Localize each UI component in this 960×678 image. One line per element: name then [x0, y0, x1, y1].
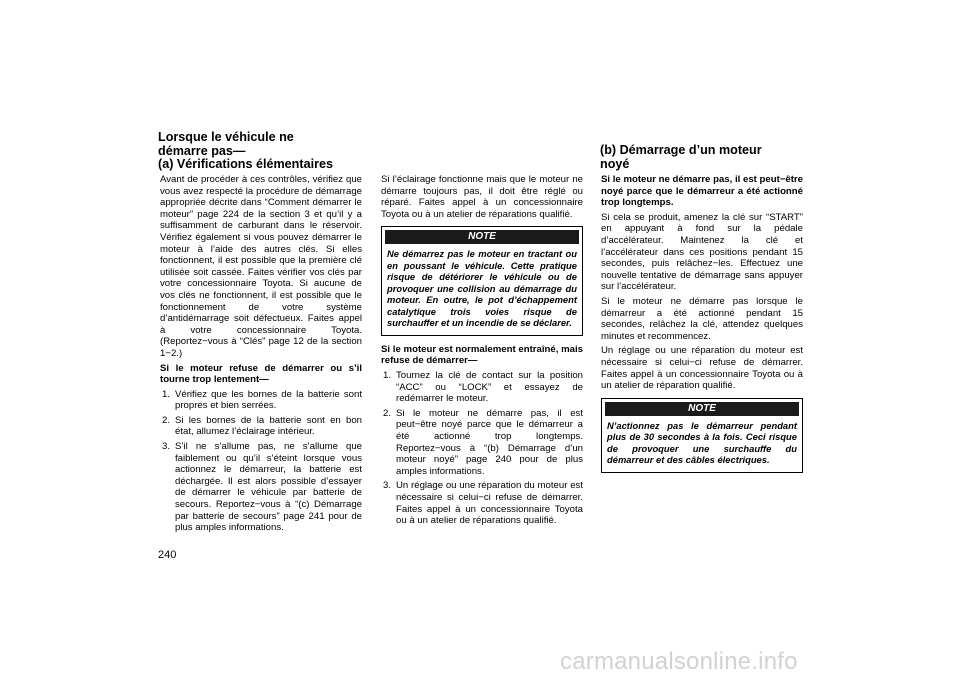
step-number: 2. — [383, 407, 392, 419]
list-item — [381, 370, 583, 405]
list-item — [160, 389, 362, 412]
note-text: N’actionnez pas le démarreur pendant plus de 30 secondes à la fois. Ceci risque de provoquer une surchauffe du démarreur et des câbles électriques. — [607, 419, 797, 466]
list-item — [381, 480, 583, 526]
note-title: NOTE — [385, 230, 579, 244]
note-text: Ne démarrez pas le moteur en tractant ou en poussant le véhicule. Cette pratique risque de détériorer le véhicule ou de provoquer une collision au démarrage du moteur. En outre, le pot d’échappement catalytique trois voies risque de surchauffer et un incendie de se déclarer. — [387, 248, 577, 329]
steps-list — [160, 389, 362, 534]
intro-paragraph: Si l’éclairage fonctionne mais que le moteur ne démarre toujours pas, il doit être réglé ou réparé. Faites appel à un concessionnaire Toyota ou à un atelier de réparations qualifié. — [381, 174, 583, 220]
paragraph: Si cela se produit, amenez la clé sur “START” en appuyant à fond sur la pédale d’accélérateur. Maintenez la clé et l’accélérateur dans ces positions pendant 15 secondes, puis relâchez−les. Effectuez une nouvelle tentative de démarrage sans appuyer sur l’accélérateur. — [601, 211, 803, 293]
page-number: 240 — [158, 549, 177, 561]
heading-line: noyé — [600, 156, 630, 171]
left-column — [160, 174, 362, 537]
list-item — [160, 415, 362, 438]
list-item — [160, 441, 362, 534]
heading-line: (a) Vérifications élémentaires — [158, 157, 333, 171]
step-number: 2. — [162, 414, 171, 426]
heading-line: Lorsque le véhicule ne — [158, 130, 294, 144]
list-item — [381, 408, 583, 478]
step-number: 1. — [162, 388, 171, 400]
paragraph: Si le moteur ne démarre pas lorsque le démarreur a été actionné pendant 15 secondes, relâchez la clé, attendez quelques minutes et recommencez. — [601, 295, 803, 342]
step-text: Tournez la clé de contact sur la position “ACC” ou “LOCK” et essayez de redémarrer le moteur. — [396, 370, 583, 405]
paragraph: Un réglage ou une réparation du moteur est nécessaire si celui−ci refuse de démarrer. Faites appel à un concessionnaire Toyota ou à un atelier de réparation qualifié. — [601, 345, 803, 392]
step-number: 3. — [383, 480, 392, 492]
step-text: Si le moteur ne démarre pas, il est peut−être noyé parce que le démarreur a été actionné trop longtemps. Reportez−vous à “(b) Démarrage d’un moteur noyé” page 240 pour de plus amples informations. — [396, 407, 583, 477]
heading-line: démarre pas— — [158, 143, 246, 158]
right-column — [601, 174, 803, 481]
note-box — [601, 398, 803, 473]
step-number: 3. — [162, 441, 171, 453]
steps-list — [381, 370, 583, 527]
watermark: carmanualsonline.info — [560, 648, 798, 675]
section-heading-flooded-engine — [600, 144, 762, 171]
step-text: S’il ne s’allume pas, ne s’allume que faiblement ou qu’il s’éteint lorsque vous actionnez le démarreur, la batterie est déchargée. Il est alors possible d’essayer de démarrer le véhicule par batterie de secours. Reportez−vous à “(c) Démarrage par batterie de secours” page 241 pour de plus amples informations. — [175, 441, 362, 534]
heading-line: (b) Démarrage d’un moteur — [600, 143, 762, 157]
step-text: Un réglage ou une réparation du moteur est nécessaire si celui−ci refuse de démarrer. Faites appel à un concessionnaire Toyota ou à un atelier de réparations qualifié. — [396, 480, 583, 527]
step-text: Si les bornes de la batterie sont en bon état, allumez l’éclairage intérieur. — [175, 414, 362, 438]
note-box — [381, 226, 583, 336]
subheading-engine-slow: Si le moteur refuse de démarrer ou s’il tourne trop lentement— — [160, 362, 362, 386]
intro-paragraph: Avant de procéder à ces contrôles, vérifiez que vous avez respecté la procédure de démarrage appropriée décrite dans “Comment démarrer le moteur” page 224 de la section 3 et qu’il y a suffisamment de carburant dans le réservoir. Vérifiez également si vous pouvez démarrer le moteur à l’aide des autres clés. Si elles fonctionnent, il est possible que la première clé utilisée soit cassée. Faites vérifier vos clés par votre concessionnaire Toyota. Si aucune de vos clés ne fonctionnent, il est possible que le fonctionnement de votre système d’antidémarrage soit défectueux. Faites appel à votre concessionnaire Toyota. (Reportez−vous à “Clés” page 12 de la section 1−2.) — [160, 174, 362, 359]
step-text: Vérifiez que les bornes de la batterie sont propres et bien serrées. — [175, 388, 362, 412]
subheading-engine-no-start: Si le moteur est normalement entraîné, mais refuse de démarrer— — [381, 343, 583, 367]
middle-column — [381, 174, 583, 530]
subheading-flooded: Si le moteur ne démarre pas, il est peut−être noyé parce que le démarreur a été actionné trop longtemps. — [601, 174, 803, 209]
section-heading-verifications — [158, 131, 333, 172]
step-number: 1. — [383, 370, 392, 382]
note-title: NOTE — [605, 402, 799, 416]
